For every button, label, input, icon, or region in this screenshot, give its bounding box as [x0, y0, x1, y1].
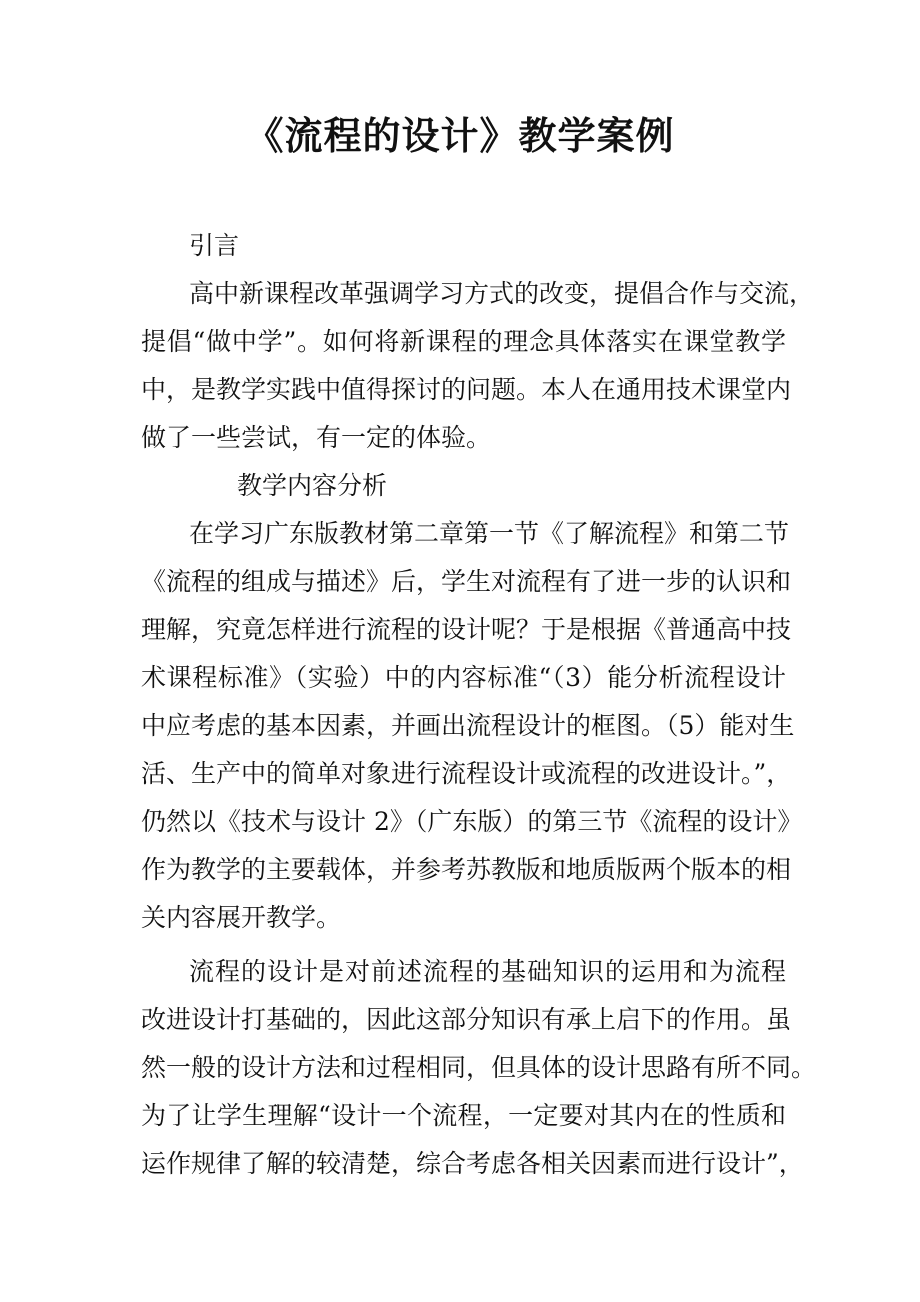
analysis-heading: 教学内容分析: [237, 471, 388, 500]
document-body: [141, 222, 817, 1188]
paragraph-line: 做了一些尝试，有一定的体验。: [141, 423, 492, 452]
document-title: 《流程的设计》教学案例: [245, 113, 675, 158]
paragraph-line: 流程的设计是对前述流程的基础知识的运用和为流程: [189, 957, 786, 986]
paragraph-line: 为了让学生理解“设计一个流程，一定要对其内在的性质和: [141, 1101, 786, 1130]
paragraph-line: 仍然以《技术与设计 2》（广东版）的第三节《流程的设计》: [141, 807, 803, 836]
paragraph-line: 运作规律了解的较清楚，综合考虑各相关因素而进行设计”，: [141, 1149, 804, 1178]
paragraph-line: 改进设计打基础的，因此这部分知识有承上启下的作用。虽: [141, 1005, 792, 1034]
paragraph-line: 然一般的设计方法和过程相同，但具体的设计思路有所不同。: [141, 1053, 817, 1082]
paragraph-line: 关内容展开教学。: [141, 903, 342, 932]
analysis-paragraph: [141, 510, 803, 942]
paragraph-line: 《流程的组成与描述》后，学生对流程有了进一步的认识和: [141, 567, 792, 596]
paragraph-line: 术课程标准》（实验）中的内容标准“（3）能分析流程设计: [141, 663, 786, 692]
intro-paragraph: [141, 270, 815, 462]
paragraph-line: 提倡“做中学”。如何将新课程的理念具体落实在课堂教学: [141, 327, 786, 356]
intro-heading: 引言: [189, 231, 240, 260]
paragraph-line: 在学习广东版教材第二章第一节《了解流程》和第二节: [189, 519, 790, 548]
paragraph-line: 作为教学的主要载体，并参考苏教版和地质版两个版本的相: [141, 855, 792, 884]
paragraph-line: 理解，究竟怎样进行流程的设计呢？于是根据《普通高中技: [141, 615, 792, 644]
design-paragraph: [141, 948, 817, 1188]
paragraph-line: 高中新课程改革强调学习方式的改变，提倡合作与交流，: [189, 279, 815, 308]
paragraph-line: 中应考虑的基本因素，并画出流程设计的框图。（5）能对生: [141, 711, 795, 740]
paragraph-line: 中，是教学实践中值得探讨的问题。本人在通用技术课堂内: [141, 375, 792, 404]
paragraph-line: 活、生产中的简单对象进行流程设计或流程的改进设计。”，: [141, 759, 792, 788]
